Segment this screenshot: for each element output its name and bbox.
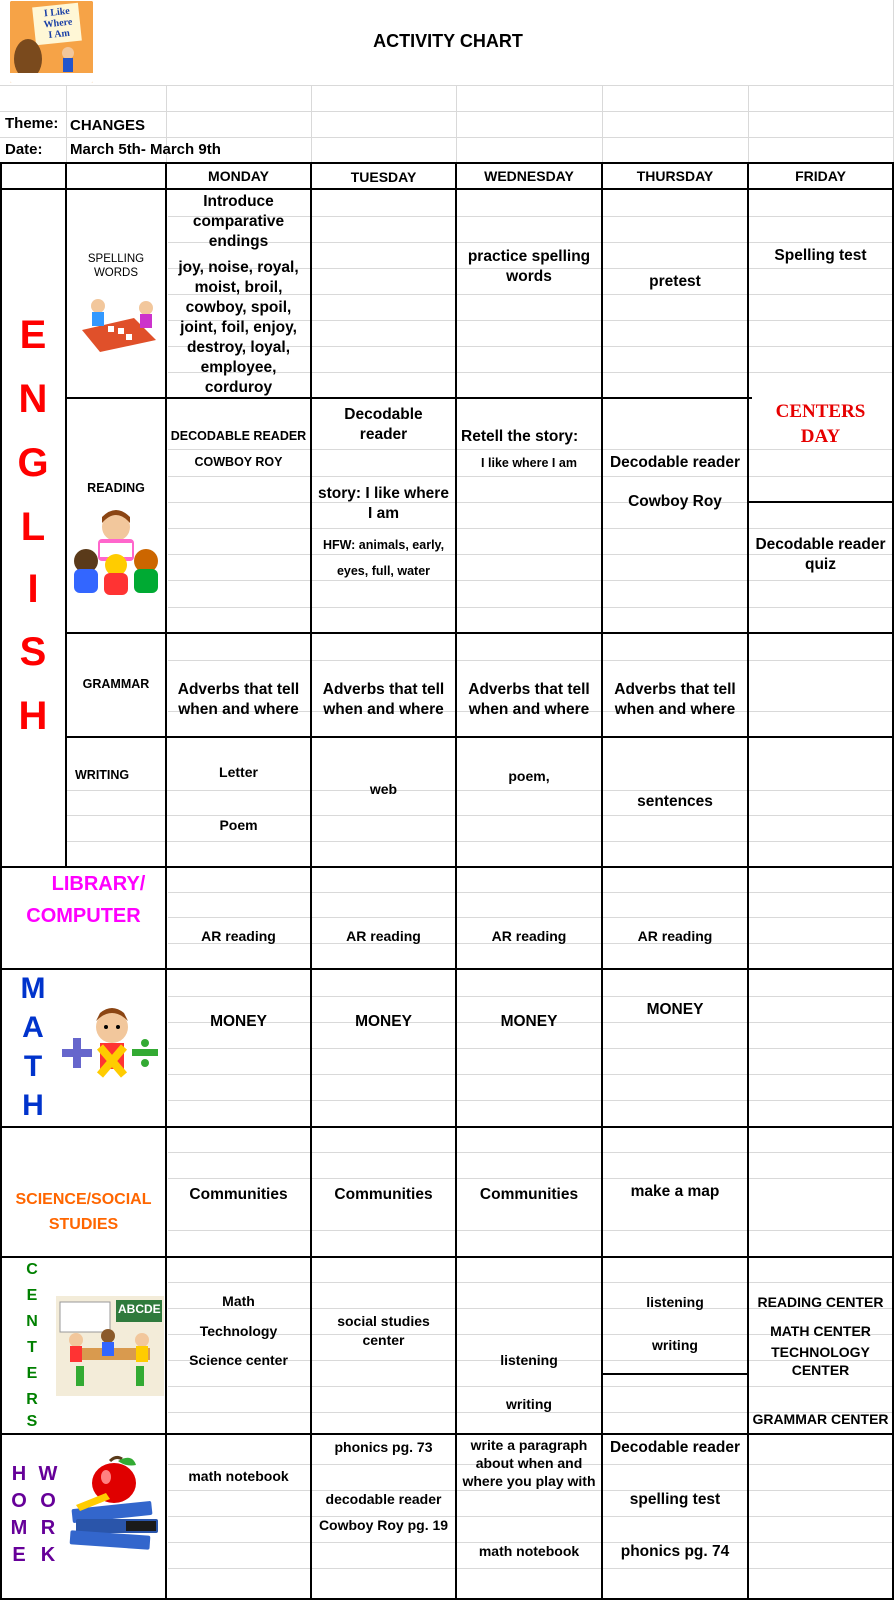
apple-books-illustration	[66, 1455, 162, 1555]
library-label-line2: COMPUTER	[26, 905, 141, 927]
math-letter-h: H	[22, 1089, 44, 1122]
science-label-line1: SCIENCE/SOCIAL	[15, 1191, 152, 1208]
writing-mon-poem: Poem	[219, 816, 258, 833]
homework-wed-1: write a paragraph	[470, 1437, 588, 1453]
writing-wed: poem,	[508, 767, 550, 784]
homework-letter-o1: O	[11, 1490, 27, 1512]
grammar-tue-2: when and where	[323, 701, 444, 718]
math-letter-t: T	[23, 1050, 43, 1083]
spelling-word-line-4: joint, foil, enjoy,	[180, 319, 297, 336]
library-thu: AR reading	[637, 927, 713, 944]
centers-letter-e2: E	[26, 1365, 38, 1382]
centers-letter-s: S	[26, 1413, 38, 1430]
centers-letter-c: C	[26, 1261, 38, 1278]
homework-wed-3: where you play with	[462, 1473, 596, 1489]
centers-fri-4: CENTER	[791, 1362, 850, 1378]
spelling-word-line-5: destroy, loyal,	[186, 339, 291, 356]
day-header-friday: FRIDAY	[795, 167, 846, 184]
math-wed: MONEY	[500, 1013, 558, 1030]
book-cover-title-3: I Am	[47, 27, 71, 42]
grammar-thu-2: when and where	[614, 701, 736, 718]
homework-wed-2: about when and	[475, 1455, 583, 1471]
homework-thu-1: Decodable reader	[609, 1439, 741, 1456]
math-mon: MONEY	[210, 1013, 267, 1030]
grammar-wed-1: Adverbs that tell	[468, 681, 590, 698]
math-tue: MONEY	[355, 1013, 412, 1030]
math-thu: MONEY	[646, 1001, 704, 1018]
science-thu: make a map	[630, 1183, 720, 1200]
math-boy-illustration	[60, 1005, 164, 1087]
reading-wed-title: I like where I am	[481, 455, 577, 470]
date-value: March 5th- March 9th	[70, 141, 221, 158]
day-header-wednesday: WEDNESDAY	[484, 167, 574, 184]
science-wed: Communities	[479, 1186, 579, 1203]
grammar-label: GRAMMAR	[82, 676, 150, 691]
spelling-label-line1: SPELLING	[87, 253, 145, 265]
page-title: ACTIVITY CHART	[373, 31, 523, 51]
centers-thu-1: listening	[646, 1293, 704, 1310]
grammar-mon-1: Adverbs that tell	[177, 681, 300, 698]
centers-mon-2: Technology	[199, 1322, 278, 1339]
homework-letter-h: H	[11, 1463, 27, 1485]
writing-label: WRITING	[75, 768, 130, 782]
centers-fri-3: TECHNOLOGY	[771, 1344, 870, 1360]
grammar-tue-1: Adverbs that tell	[322, 681, 445, 698]
writing-thu: sentences	[637, 793, 713, 810]
science-label-line2: STUDIES	[48, 1216, 119, 1233]
reading-mon-line1: DECODABLE READER	[170, 428, 307, 443]
writing-mon-letter: Letter	[219, 763, 258, 780]
day-header-thursday: THURSDAY	[636, 167, 714, 184]
science-mon: Communities	[189, 1186, 288, 1203]
reading-fri-line1: Decodable reader	[755, 536, 886, 553]
theme-value: CHANGES	[70, 117, 146, 134]
spelling-wed-line2: words	[506, 268, 552, 285]
kids-reading-illustration	[68, 505, 164, 599]
homework-letter-k: K	[40, 1544, 56, 1566]
reading-tue-story-1: story: I like where	[318, 485, 449, 502]
math-letter-m: M	[20, 972, 46, 1005]
spelling-mon-intro-2: comparative	[192, 213, 285, 230]
centers-fri-2: MATH CENTER	[770, 1322, 871, 1339]
centers-fri-5: GRAMMAR CENTER	[752, 1410, 889, 1427]
grammar-thu-1: Adverbs that tell	[614, 681, 736, 698]
spelling-mon-intro-3: endings	[208, 233, 269, 250]
spelling-word-line-3: cowboy, spoil,	[185, 299, 292, 316]
grammar-mon-2: when and where	[178, 701, 299, 718]
centers-day-line2: DAY	[800, 426, 841, 447]
library-tue: AR reading	[346, 927, 421, 944]
spelling-thu: pretest	[649, 273, 701, 290]
centers-day-line1: CENTERS	[775, 401, 866, 422]
reading-fri-line2: quiz	[805, 556, 836, 573]
centers-mon-1: Math	[222, 1292, 255, 1309]
spelling-fri: Spelling test	[774, 247, 867, 264]
reading-tue-top-1: Decodable	[344, 406, 423, 423]
reading-tue-story-2: I am	[367, 505, 399, 522]
centers-letter-t: T	[27, 1339, 37, 1356]
homework-mon: math notebook	[188, 1467, 289, 1484]
centers-tue: social studies center	[337, 1313, 430, 1348]
kids-spelling-illustration	[78, 296, 160, 354]
english-letter-l: L	[20, 505, 46, 549]
library-mon: AR reading	[201, 927, 276, 944]
reading-tue-hfw-1: HFW: animals, early,	[322, 538, 445, 552]
homework-letter-o2: O	[40, 1490, 56, 1512]
centers-thu-2: writing	[652, 1336, 698, 1353]
centers-letter-r: R	[26, 1391, 38, 1408]
reading-tue-top-2: reader	[359, 426, 408, 443]
reading-thu-line1: Decodable reader	[609, 454, 741, 471]
day-header-monday: MONDAY	[208, 167, 269, 184]
reading-thu-line2: Cowboy Roy	[628, 493, 722, 510]
homework-wed-4: math notebook	[478, 1542, 580, 1559]
homework-thu-2: spelling test	[629, 1491, 721, 1508]
spelling-word-line-2: moist, broil,	[194, 279, 283, 296]
english-letter-n: N	[18, 377, 48, 421]
spelling-word-line-7: corduroy	[204, 379, 273, 396]
homework-tue-3: Cowboy Roy pg. 19	[318, 1516, 449, 1533]
centers-mon-3: Science center	[189, 1351, 288, 1368]
reading-wed-retell: Retell the story:	[461, 428, 579, 445]
homework-letter-e: E	[12, 1544, 26, 1566]
reading-mon-line2: COWBOY ROY	[194, 454, 283, 469]
book-cover-title-2: Where	[43, 16, 73, 31]
date-label: Date:	[5, 141, 43, 158]
centers-wed-1: listening	[500, 1351, 558, 1368]
centers-letter-n: N	[26, 1313, 38, 1330]
english-letter-g: G	[17, 441, 49, 485]
centers-fri-1: READING CENTER	[757, 1293, 884, 1310]
theme-label: Theme:	[5, 115, 59, 132]
centers-wed-2: writing	[506, 1395, 552, 1412]
book-cover-image	[10, 1, 93, 83]
reading-tue-hfw-2: eyes, full, water	[336, 564, 431, 578]
classroom-illustration	[56, 1296, 164, 1396]
centers-letter-e1: E	[26, 1287, 38, 1304]
math-letter-a: A	[22, 1011, 44, 1044]
homework-tue-1: phonics pg. 73	[334, 1438, 433, 1455]
homework-letter-m: M	[10, 1517, 28, 1539]
spelling-wed-line1: practice spelling	[467, 248, 591, 265]
classroom-poster-text: ABCDE	[118, 1302, 161, 1316]
homework-letter-r: R	[40, 1517, 56, 1539]
writing-tue: web	[369, 780, 398, 797]
english-letter-h: H	[18, 694, 48, 738]
english-letter-i: I	[27, 567, 39, 611]
book-cover-title-1: I Like	[43, 5, 71, 20]
library-label-line1: LIBRARY/	[51, 873, 146, 895]
homework-thu-3: phonics pg. 74	[620, 1543, 730, 1560]
grammar-wed-2: when and where	[468, 701, 590, 718]
science-tue: Communities	[334, 1186, 433, 1203]
day-header-tuesday: TUESDAY	[350, 168, 417, 185]
homework-letter-w: W	[38, 1463, 58, 1485]
library-wed: AR reading	[491, 927, 567, 944]
english-letter-s: S	[19, 630, 47, 674]
spelling-word-line-1: joy, noise, royal,	[178, 259, 299, 276]
spelling-mon-intro-1: Introduce	[203, 193, 274, 210]
spelling-label-line2: WORDS	[93, 267, 139, 279]
english-letter-e: E	[19, 313, 47, 357]
homework-tue-2: decodable reader	[325, 1490, 442, 1507]
spelling-word-line-6: employee,	[200, 359, 277, 376]
reading-label: READING	[87, 480, 145, 495]
